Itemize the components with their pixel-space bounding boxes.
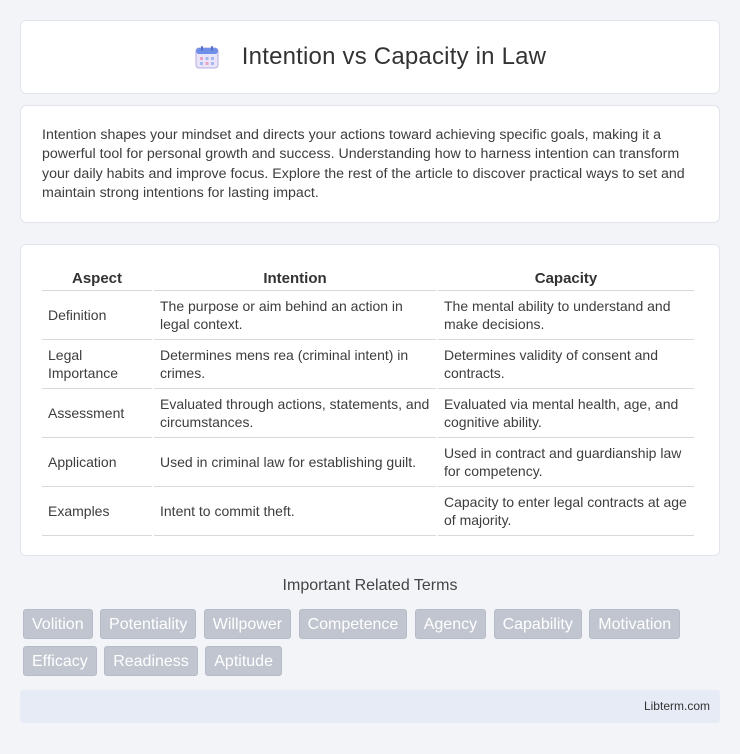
tag-aptitude[interactable]: Aptitude [205, 646, 282, 676]
header-card [20, 20, 720, 94]
column-header-aspect: Aspect [42, 265, 152, 291]
tag-capability[interactable]: Capability [494, 609, 582, 639]
cell-aspect: Examples [42, 487, 152, 536]
cell-intention: The purpose or aim behind an action in legal context. [154, 291, 436, 340]
tag-volition[interactable]: Volition [23, 609, 93, 639]
cell-capacity: The mental ability to understand and make decisions. [438, 291, 694, 340]
cell-intention: Evaluated through actions, statements, and circumstances. [154, 389, 436, 438]
table-row [42, 487, 694, 536]
cell-intention: Determines mens rea (criminal intent) in crimes. [154, 340, 436, 389]
cell-aspect: Definition [42, 291, 152, 340]
cell-aspect: Application [42, 438, 152, 487]
comparison-card [20, 244, 720, 556]
related-terms-list [23, 609, 723, 683]
cell-capacity: Capacity to enter legal contracts at age of majority. [438, 487, 694, 536]
cell-capacity: Used in contract and guardianship law for competency. [438, 438, 694, 487]
table-row [42, 291, 694, 340]
cell-intention: Used in criminal law for establishing guilt. [154, 438, 436, 487]
tag-willpower[interactable]: Willpower [204, 609, 291, 639]
cell-capacity: Evaluated via mental health, age, and cognitive ability. [438, 389, 694, 438]
table-row [42, 340, 694, 389]
tag-competence[interactable]: Competence [299, 609, 408, 639]
cell-aspect: Legal Importance [42, 340, 152, 389]
cell-intention: Intent to commit theft. [154, 487, 436, 536]
column-header-capacity: Capacity [438, 265, 694, 291]
comparison-table [40, 265, 696, 536]
tag-readiness[interactable]: Readiness [104, 646, 198, 676]
intro-text: Intention shapes your mindset and directs your actions toward achieving specific goals, making it a powerful tool for personal growth and success. Understanding how to harness intention can transform your daily habits and improve focus. Explore the rest of the article to discover practical ways to set and maintain strong intentions for lasting impact. [42, 127, 685, 202]
footer [20, 690, 720, 723]
calendar-icon [194, 44, 220, 70]
table-row [42, 389, 694, 438]
cell-aspect: Assessment [42, 389, 152, 438]
column-header-intention: Intention [154, 265, 436, 291]
cell-capacity: Determines validity of consent and contracts. [438, 340, 694, 389]
tag-agency[interactable]: Agency [415, 609, 486, 639]
tag-potentiality[interactable]: Potentiality [100, 609, 196, 639]
table-row [42, 438, 694, 487]
page-title: Intention vs Capacity in Law [241, 43, 547, 70]
related-terms-title: Important Related Terms [282, 577, 458, 594]
intro-card [20, 105, 720, 223]
tag-motivation[interactable]: Motivation [589, 609, 680, 639]
footer-brand-link[interactable]: Libterm.com [643, 699, 710, 713]
table-header-row [42, 265, 694, 291]
tag-efficacy[interactable]: Efficacy [23, 646, 97, 676]
